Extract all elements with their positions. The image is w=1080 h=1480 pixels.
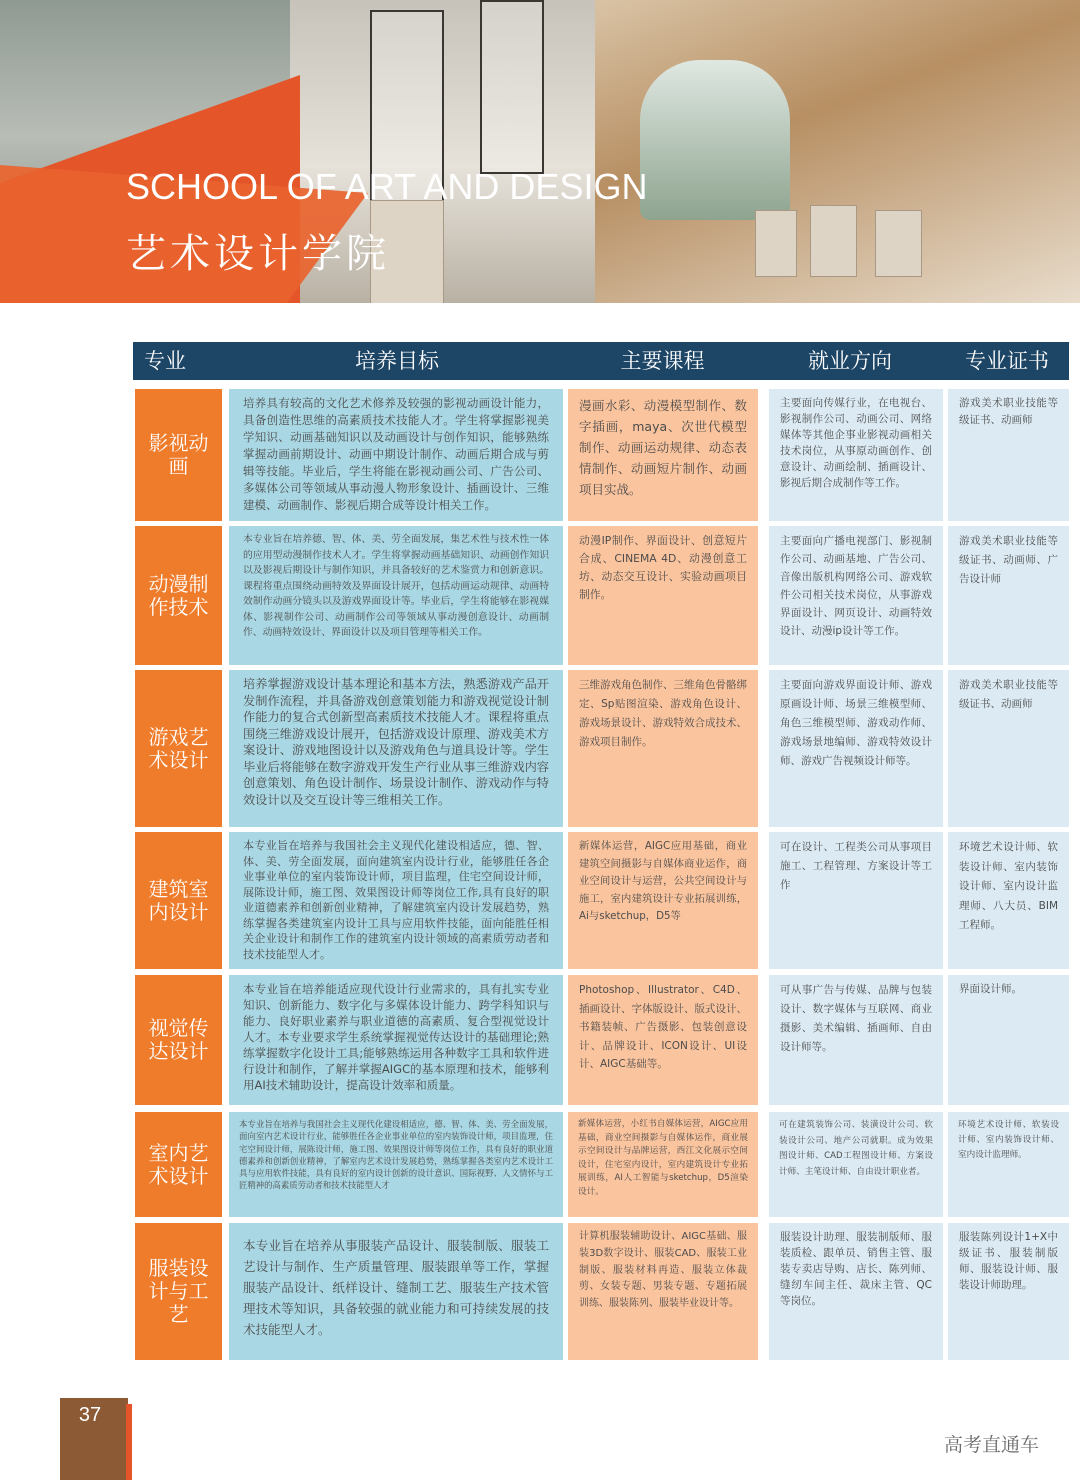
table-row-courses: 漫画水彩、动漫模型制作、数字插画，maya、次世代模型制作、动画运动规律、动态表情制作、动画短片制作、动画项目实战。 <box>568 389 758 521</box>
table-row-jobs: 主要面向游戏界面设计师、游戏原画设计师、场景三维模型师、角色三维模型师、游戏动作师、游戏场景地编师、游戏特效设计师、游戏广告视频设计师等。 <box>769 670 943 827</box>
table-row-courses: 三维游戏角色制作、三维角色骨骼绑定、Sp贴图渲染、游戏角色设计、游戏场景设计、游戏特效合成技术、游戏项目制作。 <box>568 670 758 827</box>
display-stand <box>810 205 857 277</box>
table-row-courses: 新媒体运营，小红书自媒体运营，AIGC应用基础，商业空间摄影与自媒体运作，商业展示空间设计与品牌运营，西江文化展示空间设计，住宅室内设计，室内建筑设计专业拓展训练，AI人工智能与sketchup，D5渲染设计。 <box>568 1112 758 1217</box>
display-stand <box>755 210 797 277</box>
table-row-goal: 本专业旨在培养德、智、体、美、劳全面发展，集艺术性与技术性一体的应用型动漫制作技术人才。学生将掌握动画基础知识、动画创作知识以及影视后期设计与制作知识，并具备较好的艺术鉴赏力和创新意识。课程将重点围绕动画特效及界面设计展开，包括动画运动规律、动画特效制作动画分镜头以及游戏界面设计等。毕业后，学生将能够在影视媒体、影视制作公司、动画制作公司等领域从事动漫创意设计、动画制作、动画特效设计、界面设计以及项目管理等相关工作。 <box>229 526 563 665</box>
table-row-major: 建筑室内设计 <box>135 832 222 969</box>
title-english: SCHOOL OF ART AND DESIGN <box>126 166 648 207</box>
table-row-courses: 动漫IP制作、界面设计、创意短片合成、CINEMA 4D、动漫创意工坊、动态交互设计、实验动画项目制作。 <box>568 526 758 665</box>
table-row-certs: 游戏美术职业技能等级证书、动画师 <box>948 670 1069 827</box>
table-header <box>133 342 1069 380</box>
table-row-jobs: 主要面向广播电视部门、影视制作公司、动画基地、广告公司、音像出版机构网络公司、游戏软件公司相关技术岗位，从事游戏界面设计、网页设计、动画特效设计、动漫ip设计等工作。 <box>769 526 943 665</box>
display-case <box>480 0 544 174</box>
hero-banner <box>0 0 1080 303</box>
table-row-goal: 培养具有较高的文化艺术修养及较强的影视动画设计能力，具备创造性思维的高素质技术技能人才。学生将掌握影视美学知识、动画基础知识以及动画设计与创作知识，能够熟练掌握动画前期设计、动画中期设计制作、动画后期合成与剪辑等技能。毕业后，学生将能在影视动画公司、广告公司、多媒体公司等领域从事动漫人物形象设计、插画设计、三维建模、动画制作、影视后期合成等设计相关工作。 <box>229 389 563 521</box>
hero-photo-interior <box>595 0 1080 303</box>
table-row-goal: 本专业旨在培养能适应现代设计行业需求的，具有扎实专业知识、创新能力、数字化与多媒体设计能力、跨学科知识与能力、良好职业素养与职业道德的高素质、复合型视觉设计人才。本专业要求学生系统掌握视觉传达设计的基础理论;熟练掌握数字化设计工具;能够熟练运用各种数字工具和软件进行设计和制作，了解并掌握AIGC的基本原理和技术，能够利用AI技术辅助设计，提高设计效率和质量。 <box>229 975 563 1105</box>
table-row-certs: 环境艺术设计师、软装设计师、室内装饰设计师、室内设计监理师、八大员、BIM工程师。 <box>948 832 1069 969</box>
page-accent-bar <box>126 1404 132 1480</box>
table-row-certs: 服装陈列设计1+X中级证书、服装制版师、服装设计师、服装设计师助理。 <box>948 1223 1069 1360</box>
page-number-box <box>60 1398 128 1480</box>
table-row-courses: 新媒体运营，AIGC应用基础，商业建筑空间摄影与自媒体商业运作，商业空间设计与运营，公共空间设计与施工，室内建筑设计专业拓展训练，Ai与sketchup，D5等 <box>568 832 758 969</box>
table-row-major: 室内艺术设计 <box>135 1112 222 1217</box>
watermark: 高考直通车 <box>944 1434 1040 1456</box>
page-number: 37 <box>78 1404 102 1426</box>
table-row-courses: Photoshop、Illustrator、C4D、插画设计、字体版设计、版式设计、书籍装帧、广告摄影、包装创意设计、品牌设计、ICON设计、UI设计、AIGC基础等。 <box>568 975 758 1105</box>
header-jobs: 就业方向 <box>808 349 892 373</box>
arched-window <box>640 60 790 220</box>
table-row-major: 游戏艺术设计 <box>135 670 222 827</box>
table-row-jobs: 可从事广告与传媒、品牌与包装设计、数字媒体与互联网、商业摄影、美术编辑、插画师、自由设计师等。 <box>769 975 943 1105</box>
table-row-courses: 计算机服装辅助设计、AIGC基础、服装3D数字设计、服装CAD、服装工业制版、服装材料再造、服装立体裁剪、女装专题、男装专题、专题拓展训练、服装陈列、服装毕业设计等。 <box>568 1223 758 1360</box>
table-row-goal: 本专业旨在培养与我国社会主义现代化建设相适应，德、智、体、美、劳全面发展，面向室内艺术设计行业，能够胜任各企业事业单位的室内装饰设计师，项目监理，住宅空间设计师，展陈设计师，施工图、效果图设计师等岗位工作，具有良好的职业道德素养和创新创业精神，了解室内艺术设计发展趋势，熟练掌握各类室内艺术设计工具与应用软件技能，具有良好的室内设计创新的设计意识、国际视野、人文情怀与工匠精神的高素质劳动者和技术技能型人才 <box>229 1112 563 1217</box>
title-chinese: 艺术设计学院 <box>126 231 390 277</box>
table-row-certs: 游戏美术职业技能等级证书、动画师、广告设计师 <box>948 526 1069 665</box>
table-row-jobs: 可在建筑装饰公司、装潢设计公司、软装设计公司、地产公司就职。成为效果图设计师、CAD工程图设计师、方案设计师、主笔设计师、自由设计职业者。 <box>769 1112 943 1217</box>
table-row-certs: 游戏美术职业技能等级证书、动画师 <box>948 389 1069 521</box>
header-goal: 培养目标 <box>355 349 439 373</box>
table-row-major: 动漫制作技术 <box>135 526 222 665</box>
table-row-goal: 本专业旨在培养从事服装产品设计、服装制版、服装工艺设计与制作、生产质量管理、服装跟单等工作，掌握服装产品设计、纸样设计、缝制工艺、服装生产技术管理技术等知识，具备较强的就业能力和可持续发展的技术技能型人才。 <box>229 1223 563 1360</box>
table-row-jobs: 服装设计助理、服装制版师、服装质检、跟单员、销售主管、服装专卖店导购、店长、陈列师、缝纫车间主任、裁床主管、QC等岗位。 <box>769 1223 943 1360</box>
header-major: 专业 <box>144 349 186 373</box>
table-row-major: 影视动画 <box>135 389 222 521</box>
table-row-jobs: 可在设计、工程类公司从事项目施工、工程管理、方案设计等工作 <box>769 832 943 969</box>
table-row-goal: 培养掌握游戏设计基本理论和基本方法，熟悉游戏产品开发制作流程，并具备游戏创意策划能力和游戏视觉设计制作能力的复合式创新型高素质技术技能人才。课程将重点围绕三维游戏设计展开，包括游戏设计原理、游戏美术方案设计、游戏地图设计以及游戏角色与道具设计等。学生毕业后将能够在数字游戏开发生产行业从事三维游戏内容创意策划、角色设计制作、场景设计制作、游戏动作与特效设计以及交互设计等三维相关工作。 <box>229 670 563 827</box>
table-row-major: 视觉传达设计 <box>135 975 222 1105</box>
table-row-jobs: 主要面向传媒行业，在电视台、影视制作公司、动画公司、网络媒体等其他企事业影视动画相关技术岗位，从事原动画创作、创意设计、动画绘制、插画设计、影视后期合成制作等工作。 <box>769 389 943 521</box>
display-stand <box>875 210 922 277</box>
table-row-certs: 界面设计师。 <box>948 975 1069 1105</box>
header-certs: 专业证书 <box>965 349 1049 373</box>
header-courses: 主要课程 <box>620 349 705 373</box>
table-row-major: 服装设计与工艺 <box>135 1223 222 1360</box>
table-row-certs: 环境艺术设计师、软装设计师、室内装饰设计师、室内设计监理师。 <box>948 1112 1069 1217</box>
table-row-goal: 本专业旨在培养与我国社会主义现代化建设相适应，德、智、体、美、劳全面发展，面向建筑室内设计行业，能够胜任各企业事业单位的室内装饰设计师，项目监理，住宅空间设计师，展陈设计师，施工图、效果图设计师等岗位工作,具有良好的职业道德素养和创新创业精神，了解建筑室内设计发展趋势，熟练掌握各类建筑室内设计工具与应用软件技能，面向能胜任相关企业设计和制作工作的建筑室内设计领域的高素质劳动者和技术技能型人才。 <box>229 832 563 969</box>
